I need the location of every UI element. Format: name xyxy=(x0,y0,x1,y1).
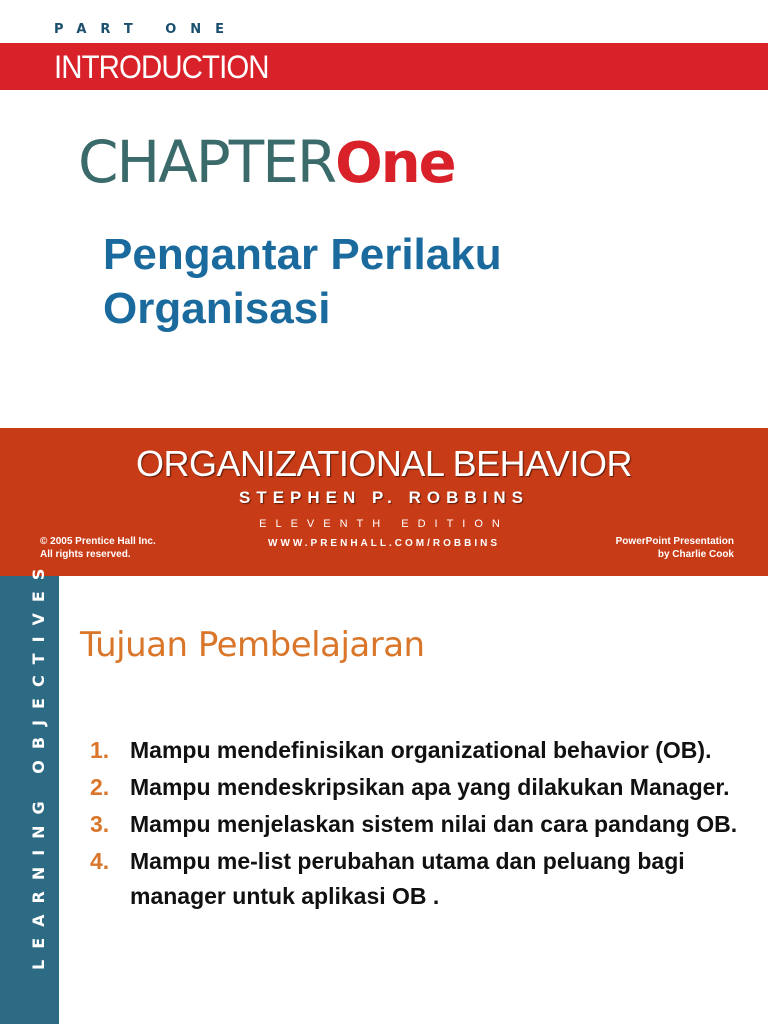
list-item xyxy=(90,770,750,805)
ppt-line-1: PowerPoint Presentation xyxy=(615,536,734,547)
list-number: 1. xyxy=(90,737,110,763)
slide-title: Pengantar Perilaku Organisasi xyxy=(103,230,502,333)
book-author: STEPHEN P. ROBBINS xyxy=(238,488,529,507)
list-text: Mampu menjelaskan sistem nilai dan cara pandang OB. xyxy=(130,811,738,837)
ppt-line-2: by Charlie Cook xyxy=(657,549,734,560)
copyright-line-2: All rights reserved. xyxy=(40,549,131,560)
list-item xyxy=(90,733,750,768)
part-label: PART ONE xyxy=(54,22,239,37)
copyright-line-1: © 2005 Prentice Hall Inc. xyxy=(40,536,156,547)
section-title: INTRODUCTION xyxy=(54,49,269,85)
list-item xyxy=(90,844,750,914)
book-title: ORGANIZATIONAL BEHAVIOR xyxy=(136,443,632,484)
chapter-number: One xyxy=(335,131,455,196)
list-text: Mampu mendeskripsikan apa yang dilakukan Manager. xyxy=(130,774,730,800)
list-item xyxy=(90,807,750,842)
copyright-notice xyxy=(40,535,240,561)
list-text: Mampu me-list perubahan utama dan peluang bagi manager untuk aplikasi OB . xyxy=(130,848,685,909)
chapter-heading xyxy=(78,130,455,194)
list-number: 4. xyxy=(90,848,110,874)
list-number: 2. xyxy=(90,774,110,800)
objectives-list xyxy=(90,733,750,916)
list-text: Mampu mendefinisikan organizational behavior (OB). xyxy=(130,737,712,763)
publisher-url: WWW.PRENHALL.COM/ROBBINS xyxy=(268,538,500,549)
sidebar-label: LEARNING OBJECTIVES xyxy=(29,557,48,970)
list-number: 3. xyxy=(90,811,110,837)
chapter-word: CHAPTER xyxy=(78,128,336,196)
objectives-heading: Tujuan Pembelajaran xyxy=(80,625,425,665)
book-edition: ELEVENTH EDITION xyxy=(259,518,509,530)
presentation-credit xyxy=(534,535,734,561)
